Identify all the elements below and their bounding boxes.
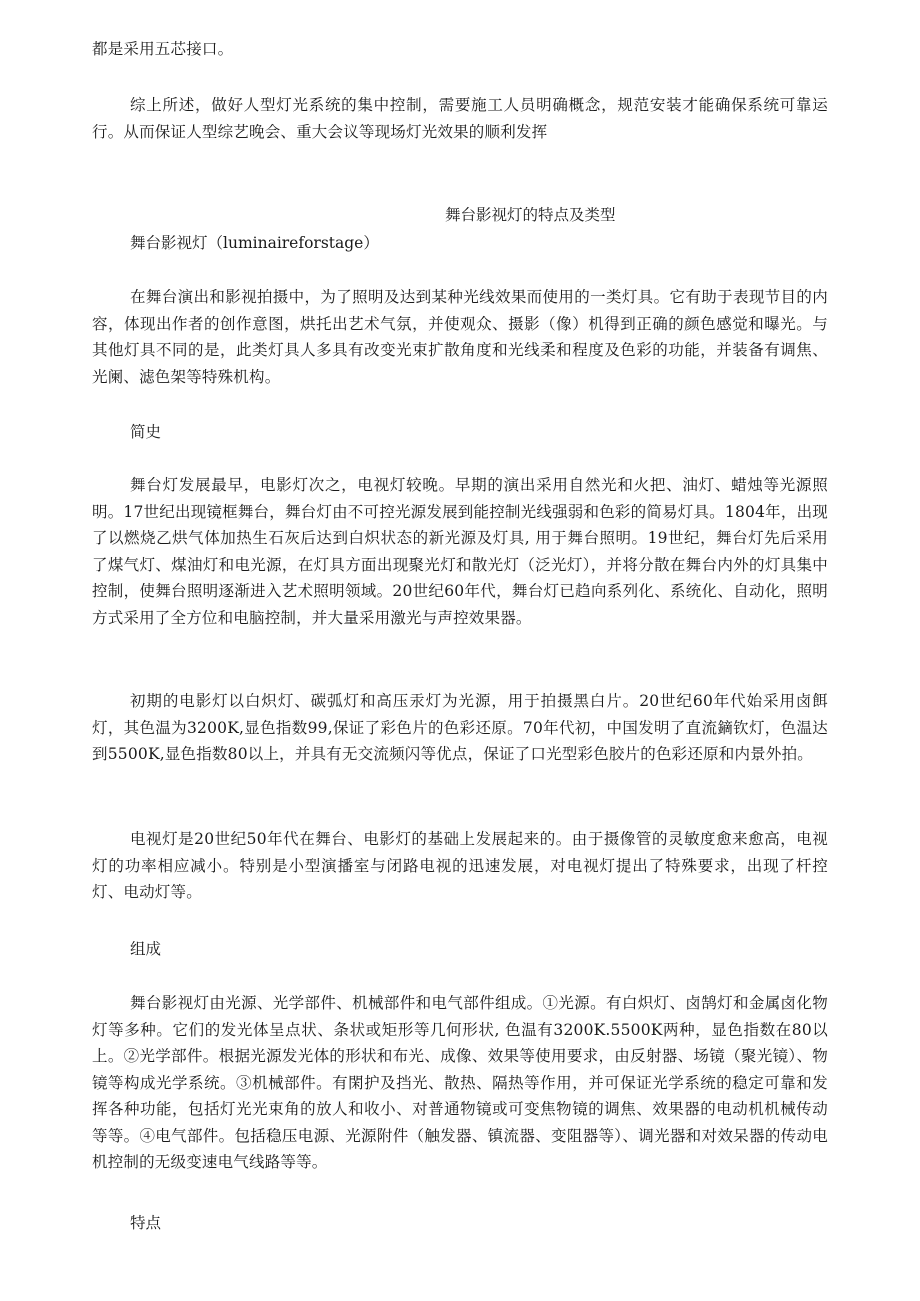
article-title: 舞台影视灯的特点及类型	[445, 206, 616, 224]
definition-paragraph: 在舞台演出和影视拍摄中，为了照明及达到某种光线效果而使用的一类灯具。它有助于表现节目的内容，体现出作者的创作意图，烘托出艺术气氛，并使观众、摄影（像）机得到正确的颜色感觉和曝光。与其他灯具不同的是，此类灯具人多具有改变光束扩散角度和光线柔和程度及色彩的功能，并装备有调焦、光阑、滤色架等特殊机构。	[92, 288, 828, 386]
history-paragraph-stage: 舞台灯发展最早，电影灯次之，电视灯较晚。早期的演出采用自然光和火把、油灯、蜡烛等光源照明。17世纪出现镜框舞台，舞台灯由不可控光源发展到能控制光线强弱和色彩的简易灯具。1804年，出现了以燃烧乙烘气体加热生石灰后达到白炽状态的新光源及灯具, 用于舞台照明。19世纪，舞台灯先后采用了煤气灯、煤油灯和电光源，在灯具方面出现聚光灯和散光灯（泛光灯），并将分散在舞台内外的灯具集中控制，使舞台照明逐渐进入艺术照明领域。20世纪60年代，舞台灯已趋向系列化、系统化、自动化，照明方式采用了全方位和电脑控制，并大量采用激光与声控效果器。	[92, 476, 828, 627]
history-heading: 简史	[130, 423, 162, 441]
intro-tail-text: 都是采用五芯接口。	[92, 40, 234, 58]
composition-paragraph: 舞台影视灯由光源、光学部件、机械部件和电气部件组成。①光源。有白炽灯、卤鹄灯和金属卤化物灯等多种。它们的发光体呈点状、条状或矩形等几何形状, 色温有3200K.5500K两种，显色指数在80以上。②光学部件。根据光源发光体的形状和布光、成像、效果等使用要求，由反射器、场镜（聚光镜）、物镜等构成光学系统。③机械部件。有閑护及挡光、散热、隔热等作用，并可保证光学系统的稳定可靠和发挥各种功能，包括灯光光束角的放人和收小、对普通物镜或可变焦物镜的调焦、效果器的电动机机械传动等等。④电气部件。包括稳压电源、光源附件（触发器、镇流器、变阻器等）、调光器和对效呆器的传动电机控制的无级变速电气线路等等。	[92, 994, 828, 1171]
term-heading: 舞台影视灯（luminaireforstage）	[130, 234, 379, 252]
history-paragraph-television: 电视灯是20世纪50年代在舞台、电影灯的基础上发展起来的。由于摄像管的灵敏度愈来愈高，电视灯的功率相应减小。特别是小型演播室与闭路电视的迅速发展，对电视灯提出了特殊要求，出现了杆控灯、电动灯等。	[92, 830, 828, 901]
history-paragraph-film: 初期的电影灯以白炽灯、碳弧灯和高压汞灯为光源，用于拍摄黑白片。20世纪60年代始采用卤餌灯，其色温为3200K,显色指数99,保证了彩色片的色彩还原。70年代初，中国发明了直流鏑钦灯，色温达到5500K,显色指数80以上，并具有无交流频闪等优点，保证了口光型彩色胶片的色彩还原和内景外拍。	[92, 692, 828, 763]
summary-paragraph: 综上所述，做好人型灯光系统的集中控制，需要施工人员明确概念，规范安装才能确保系统可靠运行。从而保证人型综艺晚会、重大会议等现场灯光效果的顺利发挥	[92, 96, 828, 141]
composition-heading: 组成	[130, 940, 162, 958]
features-heading: 特点	[130, 1214, 162, 1232]
